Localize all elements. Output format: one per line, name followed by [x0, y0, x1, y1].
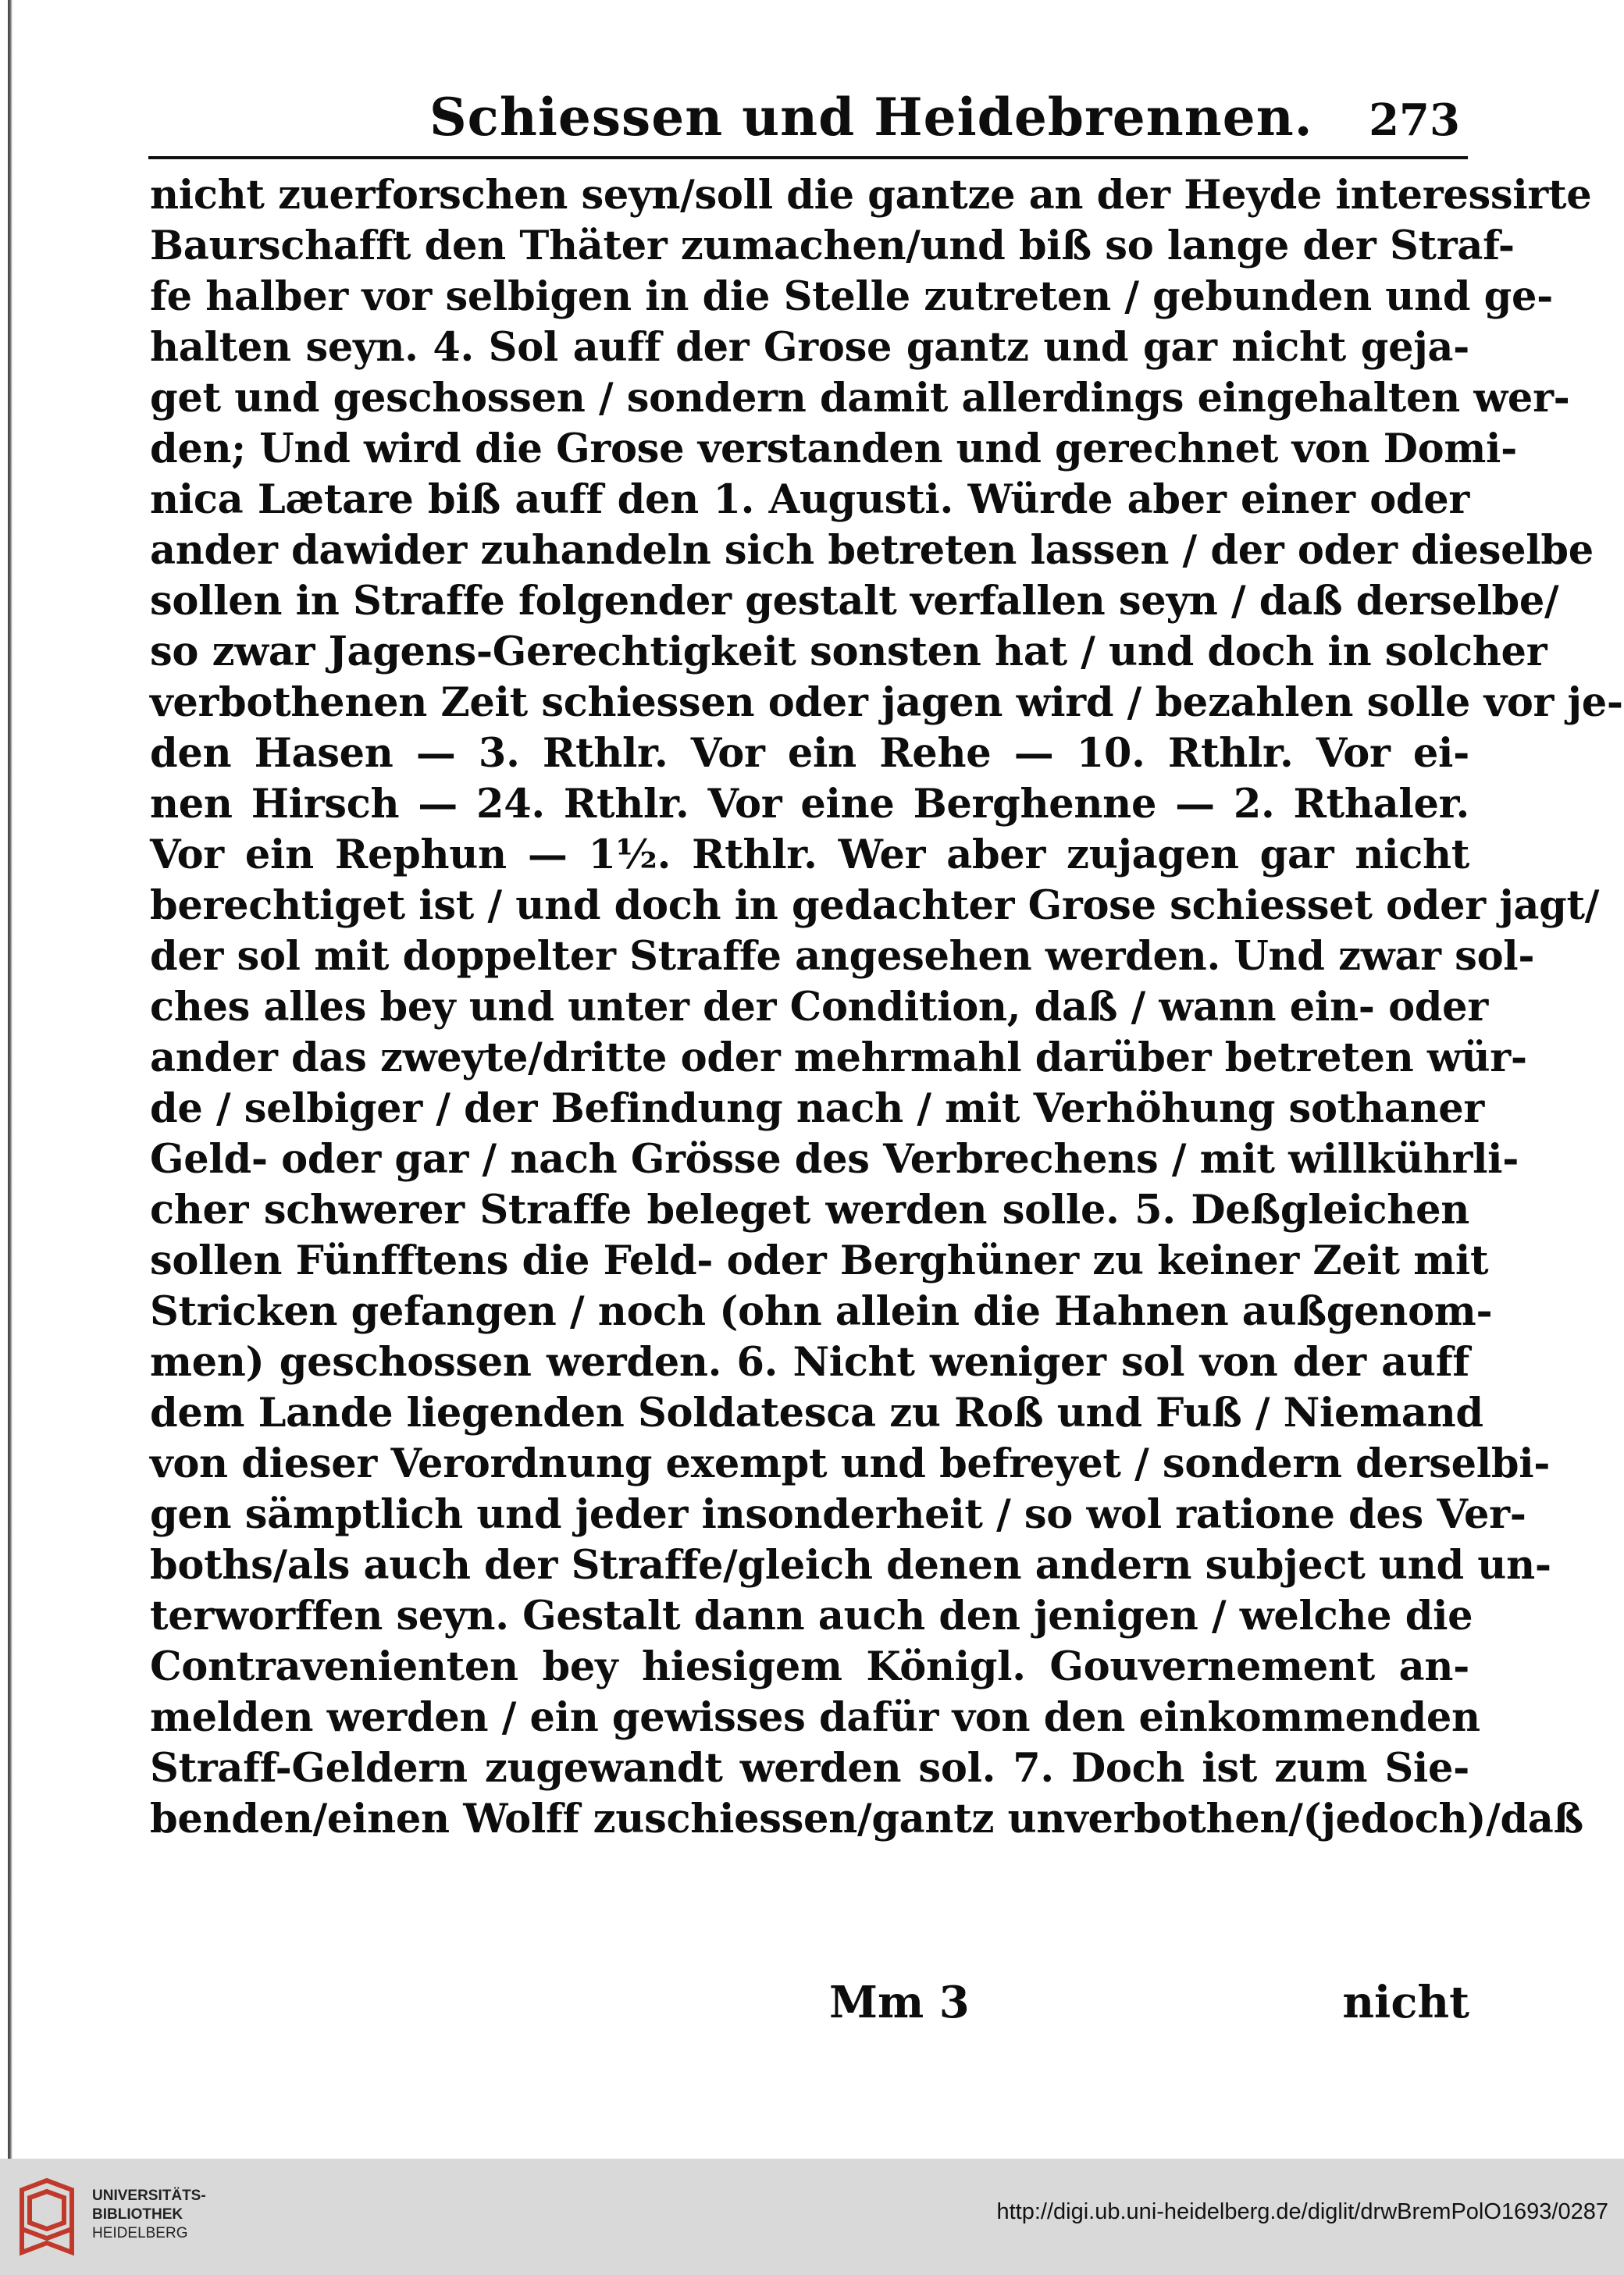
text-line: de / selbiger / der Befindung nach / mit Verhöhung sothaner	[150, 1085, 1484, 1132]
body-text	[150, 170, 1623, 1845]
text-line: melden werden / ein gewisses dafür von den einkommenden	[150, 1694, 1480, 1741]
text-line: Baurschafft den Thäter zumachen/und biß so lange der Straf-	[150, 223, 1515, 269]
signature-mark: Mm 3	[829, 1977, 970, 2028]
text-line: benden/einen Wolff zuschiessen/gantz unverbothen/(jedoch)/daß	[150, 1796, 1584, 1842]
text-line: Geld- oder gar / nach Grösse des Verbrechens / mit willkührli-	[150, 1136, 1519, 1183]
library-name-line2: BIBLIOTHEK	[92, 2206, 183, 2223]
page-number: 273	[1369, 94, 1460, 146]
text-line: dem Lande liegenden Soldatesca zu Roß und Fuß / Niemand	[150, 1390, 1483, 1437]
text-line: nen Hirsch — 24. Rthlr. Vor eine Berghenne — 2. Rthaler.	[150, 781, 1469, 828]
text-line: boths/als auch der Straffe/gleich denen andern subject und un-	[150, 1542, 1551, 1589]
library-name-line1: UNIVERSITÄTS-	[92, 2188, 206, 2204]
text-line: ches alles bey und unter der Condition, daß / wann ein- oder	[150, 984, 1488, 1031]
text-line: sollen in Straffe folgender gestalt verfallen seyn / daß derselbe/	[150, 578, 1559, 625]
page-edge-shadow	[8, 0, 12, 2159]
text-line: Stricken gefangen / noch (ohn allein die Hahnen außgenom-	[150, 1288, 1493, 1335]
header-rule	[148, 156, 1468, 159]
text-line: den; Und wird die Grose verstanden und gerechnet von Domi-	[150, 425, 1517, 472]
text-line: ander das zweyte/dritte oder mehrmahl darüber betreten wür-	[150, 1034, 1527, 1081]
text-line: der sol mit doppelter Straffe angesehen werden. Und zwar sol-	[150, 933, 1535, 980]
library-logo-icon	[16, 2174, 78, 2260]
text-line: Contravenienten bey hiesigem Königl. Gouvernement an-	[150, 1643, 1469, 1690]
text-line: von dieser Verordnung exempt und befreyet / sondern derselbi-	[150, 1440, 1551, 1487]
library-name	[92, 2187, 206, 2243]
catchword: nicht	[1342, 1977, 1469, 2028]
library-logo[interactable]	[16, 2174, 78, 2260]
text-line: den Hasen — 3. Rthlr. Vor ein Rehe — 10. Rthlr. Vor ei-	[150, 730, 1469, 777]
text-line: nica Lætare biß auff den 1. Augusti. Würde aber einer oder	[150, 476, 1469, 523]
text-line: terworffen seyn. Gestalt dann auch den jenigen / welche die	[150, 1593, 1473, 1639]
text-line: cher schwerer Straffe beleget werden solle. 5. Deßgleichen	[150, 1187, 1469, 1234]
text-line: nicht zuerforschen seyn/soll die gantze an der Heyde interessirte	[150, 172, 1592, 219]
running-head: Schiessen und Heidebrennen.	[429, 87, 1313, 148]
permalink-url[interactable]: http://digi.ub.uni-heidelberg.de/diglit/drwBremPolO1693/0287	[996, 2199, 1608, 2224]
text-line: fe halber vor selbigen in die Stelle zutreten / gebunden und ge-	[150, 273, 1554, 320]
text-line: berechtiget ist / und doch in gedachter Grose schiesset oder jagt/	[150, 882, 1600, 929]
page-header	[148, 86, 1460, 148]
text-line: ander dawider zuhandeln sich betreten lassen / der oder dieselbe	[150, 527, 1594, 574]
text-line: get und geschossen / sondern damit allerdings eingehalten wer-	[150, 375, 1570, 422]
text-line: halten seyn. 4. Sol auff der Grose gantz und gar nicht geja-	[150, 324, 1469, 371]
text-line: so zwar Jagens-Gerechtigkeit sonsten hat / und doch in solcher	[150, 628, 1547, 675]
text-line: gen sämptlich und jeder insonderheit / so wol ratione des Ver-	[150, 1491, 1526, 1538]
library-name-line3: HEIDELBERG	[92, 2225, 188, 2241]
text-line: men) geschossen werden. 6. Nicht weniger sol von der auff	[150, 1339, 1469, 1386]
page-footer	[150, 1975, 1469, 2030]
text-line: Straff-Geldern zugewandt werden sol. 7. Doch ist zum Sie-	[150, 1745, 1469, 1792]
text-line: Vor ein Rephun — 1½. Rthlr. Wer aber zujagen gar nicht	[150, 831, 1469, 878]
viewer-footer-bar	[0, 2159, 1624, 2275]
text-line: verbothenen Zeit schiessen oder jagen wird / bezahlen solle vor je-	[150, 679, 1623, 726]
text-line: sollen Fünfftens die Feld- oder Berghüner zu keiner Zeit mit	[150, 1237, 1489, 1284]
